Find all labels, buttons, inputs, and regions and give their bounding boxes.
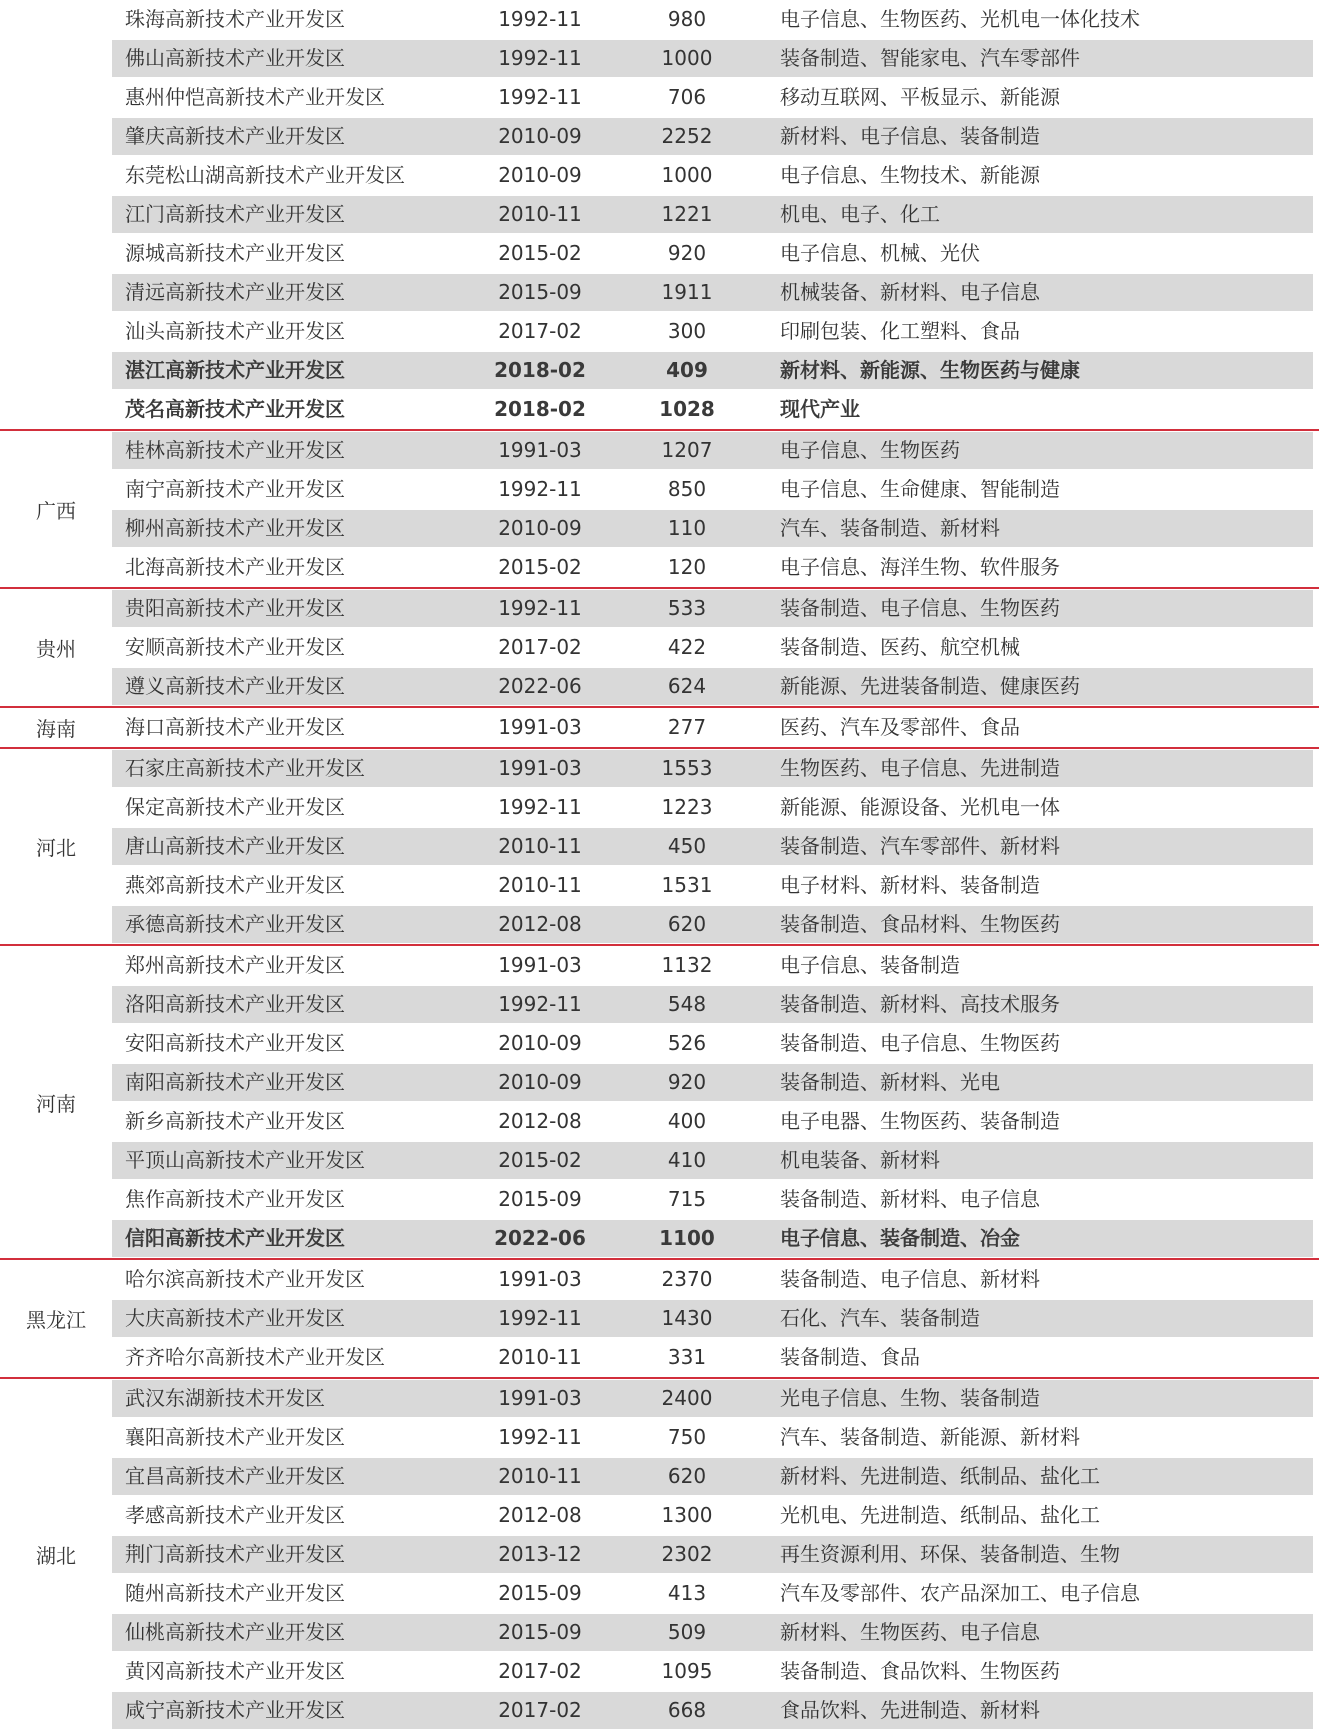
area-cell: 509 xyxy=(667,1620,707,1644)
table-row xyxy=(0,1338,1319,1377)
table-row xyxy=(0,749,1319,788)
table-row xyxy=(0,234,1319,273)
table-row xyxy=(0,827,1319,866)
province-group xyxy=(0,749,1319,946)
industries-cell: 机械装备、新材料、电子信息 xyxy=(780,280,1040,304)
industries-cell: 装备制造、食品材料、生物医药 xyxy=(780,912,1060,936)
table-row xyxy=(0,1496,1319,1535)
zone-name-cell: 新乡高新技术产业开发区 xyxy=(125,1109,345,1133)
area-cell: 1000 xyxy=(661,163,713,187)
area-cell: 668 xyxy=(667,1698,707,1722)
zone-name-cell: 源城高新技术产业开发区 xyxy=(125,241,345,265)
area-cell: 2252 xyxy=(661,124,713,148)
table-row xyxy=(0,156,1319,195)
table-row xyxy=(0,866,1319,905)
area-cell: 331 xyxy=(667,1345,707,1369)
zone-name-cell: 保定高新技术产业开发区 xyxy=(125,795,345,819)
zone-name-cell: 洛阳高新技术产业开发区 xyxy=(125,992,345,1016)
area-cell: 1300 xyxy=(661,1503,713,1527)
approval-date-cell: 2015-09 xyxy=(498,1581,582,1605)
area-cell: 533 xyxy=(667,596,707,620)
table-row xyxy=(0,195,1319,234)
area-cell: 120 xyxy=(667,555,707,579)
industries-cell: 电子信息、装备制造、冶金 xyxy=(780,1226,1020,1250)
approval-date-cell: 2010-09 xyxy=(498,516,582,540)
area-cell: 1000 xyxy=(661,46,713,70)
table-row xyxy=(0,946,1319,985)
industries-cell: 新材料、新能源、生物医药与健康 xyxy=(780,358,1080,382)
approval-date-cell: 2022-06 xyxy=(498,674,582,698)
zone-name-cell: 桂林高新技术产业开发区 xyxy=(125,438,345,462)
industries-cell: 装备制造、电子信息、新材料 xyxy=(780,1267,1040,1291)
approval-date-cell: 2010-09 xyxy=(498,163,582,187)
table-row xyxy=(0,548,1319,587)
approval-date-cell: 2015-09 xyxy=(498,280,582,304)
area-cell: 1221 xyxy=(661,202,713,226)
industries-cell: 电子信息、生物技术、新能源 xyxy=(780,163,1040,187)
area-cell: 2400 xyxy=(661,1386,713,1410)
approval-date-cell: 1992-11 xyxy=(498,46,582,70)
industries-cell: 装备制造、智能家电、汽车零部件 xyxy=(780,46,1080,70)
area-cell: 620 xyxy=(667,912,707,936)
table-row xyxy=(0,985,1319,1024)
approval-date-cell: 1992-11 xyxy=(498,795,582,819)
industries-cell: 新能源、能源设备、光机电一体 xyxy=(780,795,1060,819)
zone-name-cell: 随州高新技术产业开发区 xyxy=(125,1581,345,1605)
industries-cell: 汽车、装备制造、新材料 xyxy=(780,516,1000,540)
industries-cell: 电子信息、生命健康、智能制造 xyxy=(780,477,1060,501)
table-row xyxy=(0,1613,1319,1652)
approval-date-cell: 2010-09 xyxy=(498,124,582,148)
table-row xyxy=(0,1024,1319,1063)
area-cell: 920 xyxy=(667,241,707,265)
industries-cell: 汽车、装备制造、新能源、新材料 xyxy=(780,1425,1080,1449)
approval-date-cell: 2022-06 xyxy=(494,1226,586,1250)
table-row xyxy=(0,905,1319,944)
province-label: 河北 xyxy=(36,836,76,860)
area-cell: 1132 xyxy=(661,953,713,977)
approval-date-cell: 2010-09 xyxy=(498,1031,582,1055)
approval-date-cell: 2017-02 xyxy=(498,319,582,343)
approval-date-cell: 1992-11 xyxy=(498,992,582,1016)
area-cell: 1430 xyxy=(661,1306,713,1330)
industries-cell: 现代产业 xyxy=(780,397,860,421)
zone-name-cell: 武汉东湖新技术开发区 xyxy=(125,1386,325,1410)
table-row xyxy=(0,509,1319,548)
table-row xyxy=(0,1418,1319,1457)
province-group xyxy=(0,1260,1319,1379)
approval-date-cell: 1991-03 xyxy=(498,1386,582,1410)
approval-date-cell: 2010-09 xyxy=(498,1070,582,1094)
table-row xyxy=(0,1180,1319,1219)
approval-date-cell: 2010-11 xyxy=(498,873,582,897)
approval-date-cell: 2017-02 xyxy=(498,1659,582,1683)
approval-date-cell: 1991-03 xyxy=(498,715,582,739)
zone-name-cell: 石家庄高新技术产业开发区 xyxy=(125,756,365,780)
table-row xyxy=(0,667,1319,706)
area-cell: 410 xyxy=(667,1148,707,1172)
industries-cell: 电子电器、生物医药、装备制造 xyxy=(780,1109,1060,1133)
approval-date-cell: 2015-09 xyxy=(498,1620,582,1644)
zone-name-cell: 襄阳高新技术产业开发区 xyxy=(125,1425,345,1449)
area-cell: 620 xyxy=(667,1464,707,1488)
approval-date-cell: 2012-08 xyxy=(498,1503,582,1527)
area-cell: 1223 xyxy=(661,795,713,819)
province-label: 河南 xyxy=(36,1091,76,1116)
table-row xyxy=(0,312,1319,351)
industries-cell: 光电子信息、生物、装备制造 xyxy=(780,1386,1040,1410)
area-cell: 1095 xyxy=(661,1659,713,1683)
industries-cell: 电子材料、新材料、装备制造 xyxy=(780,873,1040,897)
zone-name-cell: 南阳高新技术产业开发区 xyxy=(125,1070,345,1094)
industries-cell: 新材料、生物医药、电子信息 xyxy=(780,1620,1040,1644)
approval-date-cell: 2018-02 xyxy=(494,397,586,421)
table-row xyxy=(0,1535,1319,1574)
approval-date-cell: 1991-03 xyxy=(498,953,582,977)
province-label: 海南 xyxy=(36,717,76,741)
approval-date-cell: 2010-11 xyxy=(498,1345,582,1369)
area-cell: 750 xyxy=(667,1425,707,1449)
industries-cell: 再生资源利用、环保、装备制造、生物 xyxy=(780,1542,1120,1566)
zone-name-cell: 清远高新技术产业开发区 xyxy=(125,280,345,304)
approval-date-cell: 1991-03 xyxy=(498,756,582,780)
table-row xyxy=(0,1691,1319,1730)
table-row xyxy=(0,1574,1319,1613)
approval-date-cell: 1992-11 xyxy=(498,85,582,109)
table-row xyxy=(0,1299,1319,1338)
zone-name-cell: 南宁高新技术产业开发区 xyxy=(125,477,345,501)
area-cell: 2302 xyxy=(661,1542,713,1566)
area-cell: 526 xyxy=(667,1031,707,1055)
area-cell: 980 xyxy=(667,7,707,31)
area-cell: 624 xyxy=(667,674,707,698)
zone-name-cell: 遵义高新技术产业开发区 xyxy=(125,674,345,698)
area-cell: 277 xyxy=(667,715,707,739)
zone-name-cell: 安顺高新技术产业开发区 xyxy=(125,635,345,659)
table-row xyxy=(0,117,1319,156)
area-cell: 450 xyxy=(667,834,707,858)
industries-cell: 新材料、电子信息、装备制造 xyxy=(780,124,1040,148)
province-group xyxy=(0,1379,1319,1730)
table-row xyxy=(0,431,1319,470)
zone-name-cell: 齐齐哈尔高新技术产业开发区 xyxy=(125,1345,385,1369)
zone-name-cell: 焦作高新技术产业开发区 xyxy=(125,1187,345,1211)
zone-name-cell: 咸宁高新技术产业开发区 xyxy=(125,1698,345,1722)
approval-date-cell: 1992-11 xyxy=(498,1306,582,1330)
table-row xyxy=(0,351,1319,390)
approval-date-cell: 1991-03 xyxy=(498,1267,582,1291)
approval-date-cell: 2010-11 xyxy=(498,1464,582,1488)
zone-name-cell: 安阳高新技术产业开发区 xyxy=(125,1031,345,1055)
industries-cell: 机电、电子、化工 xyxy=(780,202,940,226)
zone-name-cell: 珠海高新技术产业开发区 xyxy=(125,7,345,31)
zone-name-cell: 荆门高新技术产业开发区 xyxy=(125,1542,345,1566)
zone-name-cell: 柳州高新技术产业开发区 xyxy=(125,516,345,540)
table-row xyxy=(0,273,1319,312)
industries-cell: 新能源、先进装备制造、健康医药 xyxy=(780,674,1080,698)
table-row xyxy=(0,708,1319,747)
table-row xyxy=(0,1063,1319,1102)
table-row xyxy=(0,78,1319,117)
zone-name-cell: 茂名高新技术产业开发区 xyxy=(125,397,345,421)
approval-date-cell: 2012-08 xyxy=(498,912,582,936)
zone-name-cell: 黄冈高新技术产业开发区 xyxy=(125,1659,345,1683)
industries-cell: 装备制造、食品 xyxy=(780,1345,920,1369)
area-cell: 422 xyxy=(667,635,707,659)
table-row xyxy=(0,1379,1319,1418)
zone-name-cell: 海口高新技术产业开发区 xyxy=(125,715,345,739)
zone-name-cell: 湛江高新技术产业开发区 xyxy=(125,358,345,382)
area-cell: 1028 xyxy=(659,397,715,421)
industries-cell: 装备制造、食品饮料、生物医药 xyxy=(780,1659,1060,1683)
industries-cell: 装备制造、新材料、光电 xyxy=(780,1070,1000,1094)
table-row xyxy=(0,788,1319,827)
area-cell: 409 xyxy=(666,358,708,382)
industries-cell: 电子信息、海洋生物、软件服务 xyxy=(780,555,1060,579)
area-cell: 850 xyxy=(667,477,707,501)
table-row xyxy=(0,0,1319,39)
zone-name-cell: 惠州仲恺高新技术产业开发区 xyxy=(125,85,385,109)
area-cell: 548 xyxy=(667,992,707,1016)
area-cell: 413 xyxy=(667,1581,707,1605)
area-cell: 1531 xyxy=(661,873,713,897)
area-cell: 1207 xyxy=(661,438,713,462)
area-cell: 110 xyxy=(667,516,707,540)
approval-date-cell: 2015-09 xyxy=(498,1187,582,1211)
approval-date-cell: 2015-02 xyxy=(498,555,582,579)
area-cell: 1100 xyxy=(659,1226,715,1250)
approval-date-cell: 2015-02 xyxy=(498,241,582,265)
approval-date-cell: 2013-12 xyxy=(498,1542,582,1566)
approval-date-cell: 2012-08 xyxy=(498,1109,582,1133)
zone-name-cell: 大庆高新技术产业开发区 xyxy=(125,1306,345,1330)
zone-name-cell: 唐山高新技术产业开发区 xyxy=(125,834,345,858)
table-row xyxy=(0,1141,1319,1180)
province-group xyxy=(0,946,1319,1260)
approval-date-cell: 2010-11 xyxy=(498,834,582,858)
area-cell: 1911 xyxy=(661,280,713,304)
approval-date-cell: 2015-02 xyxy=(498,1148,582,1172)
industries-cell: 机电装备、新材料 xyxy=(780,1148,940,1172)
area-cell: 715 xyxy=(667,1187,707,1211)
approval-date-cell: 2017-02 xyxy=(498,635,582,659)
province-label: 黑龙江 xyxy=(26,1308,86,1332)
industries-cell: 装备制造、新材料、电子信息 xyxy=(780,1187,1040,1211)
approval-date-cell: 2010-11 xyxy=(498,202,582,226)
industries-cell: 电子信息、生物医药 xyxy=(780,438,960,462)
approval-date-cell: 1992-11 xyxy=(498,7,582,31)
area-cell: 920 xyxy=(667,1070,707,1094)
zone-name-cell: 肇庆高新技术产业开发区 xyxy=(125,124,345,148)
table-row xyxy=(0,1457,1319,1496)
area-cell: 1553 xyxy=(661,756,713,780)
province-label: 贵州 xyxy=(36,637,76,661)
table-row xyxy=(0,628,1319,667)
area-cell: 706 xyxy=(667,85,707,109)
area-cell: 2370 xyxy=(661,1267,713,1291)
zone-name-cell: 承德高新技术产业开发区 xyxy=(125,912,345,936)
table-row xyxy=(0,470,1319,509)
table-row xyxy=(0,1102,1319,1141)
table-row xyxy=(0,1652,1319,1691)
zone-name-cell: 仙桃高新技术产业开发区 xyxy=(125,1620,345,1644)
industries-cell: 印刷包装、化工塑料、食品 xyxy=(780,319,1020,343)
table-row xyxy=(0,390,1319,429)
zone-name-cell: 燕郊高新技术产业开发区 xyxy=(125,873,345,897)
province-label: 广西 xyxy=(36,498,76,523)
industries-cell: 医药、汽车及零部件、食品 xyxy=(780,715,1020,739)
zone-name-cell: 信阳高新技术产业开发区 xyxy=(125,1226,345,1250)
province-group xyxy=(0,431,1319,589)
approval-date-cell: 1992-11 xyxy=(498,596,582,620)
zone-name-cell: 贵阳高新技术产业开发区 xyxy=(125,596,345,620)
province-label: 湖北 xyxy=(36,1544,76,1568)
industries-cell: 新材料、先进制造、纸制品、盐化工 xyxy=(780,1464,1100,1488)
zone-name-cell: 郑州高新技术产业开发区 xyxy=(125,953,345,977)
approval-date-cell: 1992-11 xyxy=(498,1425,582,1449)
table-row xyxy=(0,39,1319,78)
industries-cell: 生物医药、电子信息、先进制造 xyxy=(780,756,1060,780)
zone-name-cell: 宜昌高新技术产业开发区 xyxy=(125,1464,345,1488)
approval-date-cell: 1991-03 xyxy=(498,438,582,462)
zone-name-cell: 东莞松山湖高新技术产业开发区 xyxy=(125,163,405,187)
zone-name-cell: 北海高新技术产业开发区 xyxy=(125,555,345,579)
industries-cell: 汽车及零部件、农产品深加工、电子信息 xyxy=(780,1581,1140,1605)
industries-cell: 装备制造、医药、航空机械 xyxy=(780,635,1020,659)
industries-cell: 石化、汽车、装备制造 xyxy=(780,1306,980,1330)
province-group xyxy=(0,589,1319,708)
industries-cell: 电子信息、生物医药、光机电一体化技术 xyxy=(780,7,1140,31)
industries-cell: 光机电、先进制造、纸制品、盐化工 xyxy=(780,1503,1100,1527)
industries-cell: 装备制造、电子信息、生物医药 xyxy=(780,1031,1060,1055)
zone-name-cell: 汕头高新技术产业开发区 xyxy=(125,319,345,343)
zone-name-cell: 佛山高新技术产业开发区 xyxy=(125,46,345,70)
zone-name-cell: 江门高新技术产业开发区 xyxy=(125,202,345,226)
province-group xyxy=(0,0,1319,431)
zone-name-cell: 平顶山高新技术产业开发区 xyxy=(125,1148,365,1172)
zone-name-cell: 哈尔滨高新技术产业开发区 xyxy=(125,1267,365,1291)
approval-date-cell: 1992-11 xyxy=(498,477,582,501)
approval-date-cell: 2018-02 xyxy=(494,358,586,382)
area-cell: 300 xyxy=(667,319,707,343)
industries-cell: 移动互联网、平板显示、新能源 xyxy=(780,85,1060,109)
zone-name-cell: 孝感高新技术产业开发区 xyxy=(125,1503,345,1527)
industries-cell: 电子信息、装备制造 xyxy=(780,953,960,977)
approval-date-cell: 2017-02 xyxy=(498,1698,582,1722)
industries-cell: 装备制造、电子信息、生物医药 xyxy=(780,596,1060,620)
table-row xyxy=(0,589,1319,628)
industries-cell: 装备制造、新材料、高技术服务 xyxy=(780,992,1060,1016)
industries-cell: 电子信息、机械、光伏 xyxy=(780,241,980,265)
industries-cell: 食品饮料、先进制造、新材料 xyxy=(780,1698,1040,1722)
industries-cell: 装备制造、汽车零部件、新材料 xyxy=(780,834,1060,858)
table-row xyxy=(0,1219,1319,1258)
area-cell: 400 xyxy=(667,1109,707,1133)
province-group xyxy=(0,708,1319,749)
table-row xyxy=(0,1260,1319,1299)
